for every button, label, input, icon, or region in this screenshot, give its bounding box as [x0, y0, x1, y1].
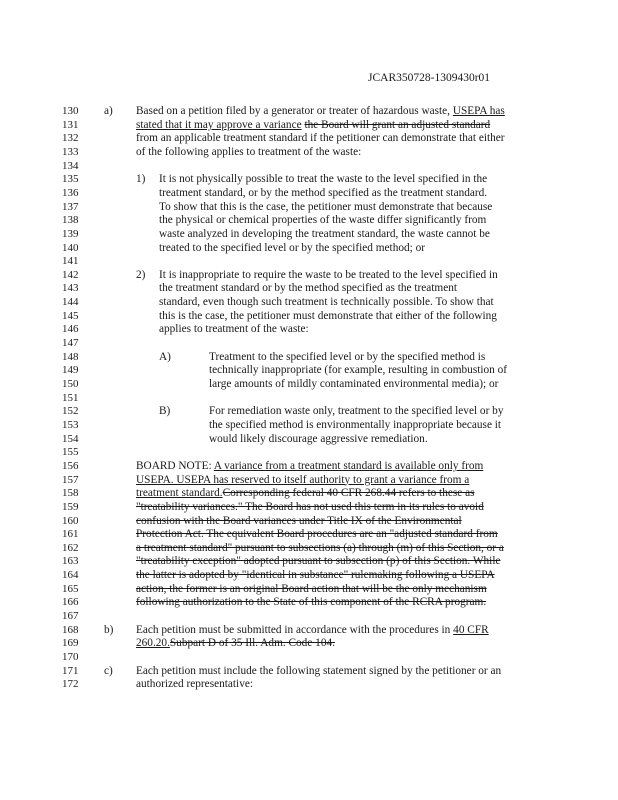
text-run: It is not physically possible to treat the waste to the level specified in the [159, 173, 488, 186]
line-number: 152 [62, 405, 79, 418]
line-147 [0, 337, 618, 351]
line-text [136, 119, 490, 133]
text-run: To show that this is the case, the petitioner must demonstrate that because [159, 200, 493, 213]
line-text [136, 487, 475, 501]
text-run: technically inappropriate (for example, resulting in combustion of [209, 364, 508, 377]
line-149 [0, 364, 618, 378]
line-158 [0, 487, 618, 501]
line-133 [0, 146, 618, 160]
line-139 [0, 228, 618, 242]
line-137 [0, 201, 618, 215]
text-run: For remediation waste only, treatment to the specified level or by [209, 405, 504, 418]
line-154 [0, 433, 618, 447]
line-text [136, 542, 504, 556]
line-number: 171 [62, 664, 79, 677]
line-text [136, 678, 253, 692]
line-153 [0, 419, 618, 433]
line-number: 158 [62, 487, 79, 500]
line-text [159, 201, 492, 215]
line-146 [0, 323, 618, 337]
line-text [209, 364, 507, 378]
line-number: 169 [62, 637, 79, 650]
deleted-text: "treatability exception" adopted pursuant to subsection (p) of this Section. While [136, 555, 501, 568]
subsection-label: 1) [136, 173, 146, 186]
text-run: Each petition must include the following statement signed by the petitioner or an [136, 664, 502, 677]
deleted-text: "treatability variances." The Board has not used this term in its rules to avoid [136, 500, 484, 513]
subsection-label: b) [104, 623, 114, 636]
line-145 [0, 310, 618, 324]
line-text [136, 132, 505, 146]
subsection-label: B) [159, 405, 171, 418]
line-160 [0, 515, 618, 529]
deleted-text: confusion with the Board variances under Title IX of the Environmental [136, 514, 462, 527]
inserted-text: USEPA has [452, 105, 505, 117]
line-text [136, 583, 487, 597]
line-171 [0, 665, 618, 679]
deleted-text: the Board will grant an adjusted standard [304, 118, 491, 131]
line-text [136, 460, 483, 474]
line-number: 137 [62, 200, 79, 213]
line-156 [0, 460, 618, 474]
deleted-text: a treatment standard" pursuant to subsections (a) through (m) of this Section, or a [136, 541, 504, 554]
line-143 [0, 282, 618, 296]
inserted-text: stated that it may approve a variance [136, 118, 302, 131]
line-text [159, 242, 425, 256]
line-number: 151 [62, 391, 79, 404]
line-138 [0, 214, 618, 228]
line-text [159, 269, 498, 283]
line-number: 157 [62, 473, 79, 486]
line-number: 130 [62, 105, 79, 117]
text-run: Based on a petition filed by a generator or treater of hazardous waste, [136, 105, 453, 117]
line-text [136, 596, 486, 610]
subsection-label: c) [104, 664, 113, 677]
text-run: treatment standard, or by the method specified as the treatment standard. [159, 186, 488, 199]
line-text [136, 528, 498, 542]
line-number: 167 [62, 610, 79, 623]
line-number: 143 [62, 282, 79, 295]
line-155 [0, 446, 618, 460]
text-run: Treatment to the specified level or by the specified method is [209, 350, 486, 363]
line-number: 159 [62, 500, 79, 513]
text-run: of the following applies to treatment of the waste: [136, 145, 362, 158]
deleted-text: following authorization to the State of this component of the RCRA program. [136, 596, 487, 609]
line-number: 166 [62, 596, 79, 609]
inserted-text: USEPA. USEPA has reserved to itself authority to grant a variance from a [136, 473, 470, 486]
line-134 [0, 160, 618, 174]
line-text [136, 569, 495, 583]
line-number: 136 [62, 186, 79, 199]
line-number: 163 [62, 555, 79, 568]
line-number: 133 [62, 145, 79, 158]
text-run: the physical or chemical properties of the waste differ significantly from [159, 214, 487, 227]
line-text [136, 515, 462, 529]
line-number: 168 [62, 623, 79, 636]
line-number: 134 [62, 159, 79, 172]
line-161 [0, 528, 618, 542]
line-number: 156 [62, 459, 79, 472]
text-run: this is the case, the petitioner must demonstrate that either of the following [159, 309, 497, 322]
line-number: 139 [62, 227, 79, 240]
line-165 [0, 583, 618, 597]
line-number: 140 [62, 241, 79, 254]
text-run: the treatment standard or by the method specified as the treatment [159, 282, 458, 295]
line-number: 153 [62, 418, 79, 431]
text-run: the specified method is environmentally inappropriate because it [209, 418, 502, 431]
text-run: standard, even though such treatment is technically possible. To show that [159, 296, 494, 309]
document-id-header: JCAR350728-1309430r01 [368, 72, 491, 84]
line-number: 162 [62, 541, 79, 554]
line-number: 150 [62, 378, 79, 390]
line-number: 161 [62, 528, 79, 541]
line-text [209, 433, 428, 447]
text-run: would likely discourage aggressive remediation. [209, 432, 428, 445]
line-144 [0, 296, 618, 310]
line-text [209, 378, 498, 392]
text-run: large amounts of mildly contaminated environmental media); or [209, 378, 499, 390]
line-text [209, 351, 485, 365]
line-text [159, 310, 497, 324]
text-run: waste analyzed in developing the treatment standard, the waste cannot be [159, 227, 490, 240]
line-number: 149 [62, 364, 79, 377]
line-text [159, 187, 487, 201]
line-text [136, 555, 500, 569]
line-167 [0, 610, 618, 624]
line-164 [0, 569, 618, 583]
line-number: 172 [62, 678, 79, 691]
line-text [136, 105, 505, 119]
line-text [209, 405, 503, 419]
subsection-label: 2) [136, 268, 146, 281]
line-number: 155 [62, 446, 79, 459]
text-run: from an applicable treatment standard if the petitioner can demonstrate that either [136, 132, 505, 145]
inserted-text: 40 CFR [453, 623, 489, 636]
line-150 [0, 378, 618, 392]
subsection-label: a) [104, 105, 113, 117]
line-number: 164 [62, 569, 79, 582]
line-130 [0, 105, 618, 119]
line-number: 154 [62, 432, 79, 445]
line-162 [0, 542, 618, 556]
deleted-text: the latter is adopted by "identical in substance" rulemaking following a USEPA [136, 569, 495, 582]
line-141 [0, 255, 618, 269]
line-text [159, 173, 487, 187]
line-131 [0, 119, 618, 133]
text-run: It is inappropriate to require the waste to be treated to the level specified in [159, 268, 498, 281]
line-169 [0, 637, 618, 651]
line-151 [0, 392, 618, 406]
line-148 [0, 351, 618, 365]
line-text [136, 637, 335, 651]
line-number: 145 [62, 309, 79, 322]
line-number: 170 [62, 651, 79, 663]
inserted-text: A variance from a treatment standard is available only from [213, 459, 484, 472]
inserted-text: 260.20. [136, 637, 170, 650]
line-text [159, 214, 486, 228]
inserted-text: treatment standard. [136, 487, 223, 500]
line-157 [0, 474, 618, 488]
deleted-text: action, the former is an original Board action that will be the only mechanism [136, 582, 487, 595]
line-number: 142 [62, 268, 79, 281]
line-number: 146 [62, 323, 79, 336]
line-text [159, 323, 309, 337]
text-run: treated to the specified level or by the specified method; or [159, 241, 426, 254]
text-run: applies to treatment of the waste: [159, 323, 309, 336]
line-170 [0, 651, 618, 665]
deleted-text: Corresponding federal 40 CFR 268.44 refers to these as [222, 487, 475, 500]
line-number: 132 [62, 132, 79, 145]
line-number: 135 [62, 173, 79, 186]
line-text [159, 296, 494, 310]
line-number: 141 [62, 255, 79, 268]
line-number: 148 [62, 350, 79, 363]
line-142 [0, 269, 618, 283]
line-text [159, 282, 457, 296]
line-text [136, 146, 361, 160]
line-132 [0, 132, 618, 146]
subsection-label: A) [159, 350, 171, 363]
text-run: authorized representative: [136, 678, 253, 691]
line-text [136, 665, 501, 679]
deleted-text: Subpart D of 35 Ill. Adm. Code 104. [169, 637, 335, 650]
line-136 [0, 187, 618, 201]
line-text [159, 228, 490, 242]
line-168 [0, 624, 618, 638]
line-text [136, 624, 489, 638]
line-number: 160 [62, 514, 79, 527]
line-number: 131 [62, 118, 79, 131]
line-152 [0, 405, 618, 419]
text-run: BOARD NOTE: [136, 459, 214, 472]
line-text [209, 419, 501, 433]
line-172 [0, 678, 618, 692]
line-text [136, 474, 469, 488]
line-159 [0, 501, 618, 515]
text-run: Each petition must be submitted in accordance with the procedures in [136, 623, 454, 636]
deleted-text: Protection Act. The equivalent Board procedures are an "adjusted standard from [136, 528, 498, 541]
line-number: 138 [62, 214, 79, 227]
line-166 [0, 596, 618, 610]
line-number: 147 [62, 337, 79, 350]
line-number: 165 [62, 582, 79, 595]
line-163 [0, 555, 618, 569]
line-135 [0, 173, 618, 187]
line-140 [0, 242, 618, 256]
line-text [136, 501, 484, 515]
line-number: 144 [62, 296, 79, 309]
